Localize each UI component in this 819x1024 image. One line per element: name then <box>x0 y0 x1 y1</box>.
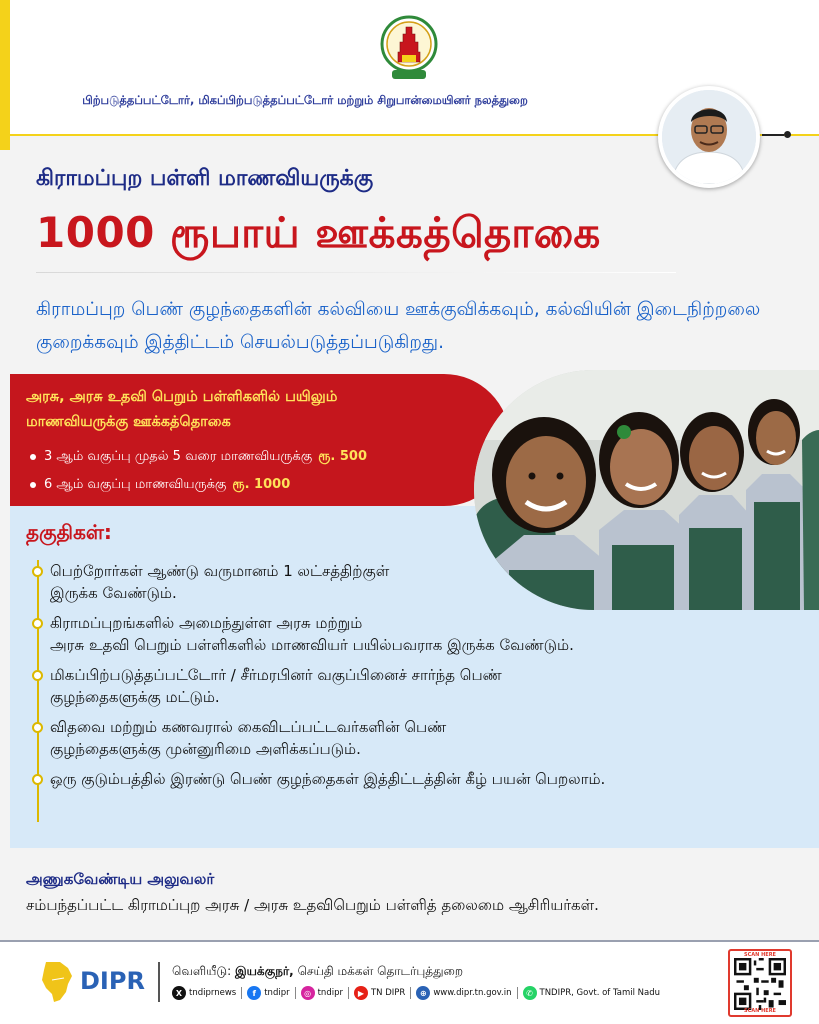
list-item <box>30 768 790 790</box>
scheme-item-text: 3 ஆம் வகுப்பு முதல் 5 வரை மாணவியருக்கு <box>44 449 313 464</box>
eligibility-line: பெற்றோர்கள் ஆண்டு வருமானம் 1 லட்சத்திற்குள் <box>50 562 390 580</box>
department-name: பிற்படுத்தப்பட்டோர், மிகப்பிற்படுத்தப்பட்டோர் மற்றும் சிறுபான்மையினர் நலத்துறை <box>82 93 528 107</box>
scheme-item-amount: ரூ. 500 <box>318 449 368 464</box>
facebook-icon: f <box>247 986 261 1000</box>
qr-code-icon <box>734 958 786 1010</box>
publisher-line <box>172 964 463 980</box>
bullet-icon <box>30 454 36 460</box>
eligibility-title: தகுதிகள்: <box>26 520 112 544</box>
publisher-name: இயக்குநர், <box>234 964 294 978</box>
publisher-label: வெளியீடு: <box>172 964 232 978</box>
eligibility-line: ஒரு குடும்பத்தில் இரண்டு பெண் குழந்தைகள் இத்திட்டத்தின் கீழ் பயன் பெறலாம். <box>50 770 606 788</box>
list-item <box>26 471 367 499</box>
social-link-youtube[interactable]: TN DIPR <box>370 988 406 998</box>
social-link-instagram[interactable]: tndipr <box>317 988 343 998</box>
social-links <box>172 986 660 1000</box>
list-item <box>26 443 367 471</box>
scheme-amount-list <box>26 443 367 499</box>
social-separator <box>348 987 349 999</box>
dipr-logo: DIPR <box>80 967 145 995</box>
x-icon: X <box>172 986 186 1000</box>
eligibility-line: குழந்தைகளுக்கு முன்னுரிமை அளிக்கப்படும். <box>50 740 361 758</box>
eligibility-line: மிகப்பிற்படுத்தப்பட்டோர் / சீர்மரபினர் வகுப்பினைச் சார்ந்த பெண் <box>50 666 502 684</box>
bullet-icon <box>32 722 43 733</box>
youtube-icon: ▶ <box>354 986 368 1000</box>
list-item <box>30 560 790 604</box>
eligibility-line: விதவை மற்றும் கணவரால் கைவிடப்பட்டவர்களின் பெண் <box>50 718 447 736</box>
headline-title: 1000 ரூபாய் ஊக்கத்தொகை <box>36 208 601 257</box>
scheme-title-line1: அரசு, அரசு உதவி பெறும் பள்ளிகளில் பயிலும் <box>26 389 338 405</box>
social-separator <box>410 987 411 999</box>
website-link[interactable]: www.dipr.tn.gov.in <box>433 988 512 998</box>
social-link-x[interactable]: tndiprnews <box>189 988 237 998</box>
scheme-item-amount: ரூ. 1000 <box>232 477 291 492</box>
globe-icon: ⊕ <box>416 986 430 1000</box>
qr-label-bottom: SCAN HERE <box>744 1008 776 1014</box>
bullet-icon <box>32 774 43 785</box>
tamil-nadu-map-icon <box>38 960 78 1004</box>
headline-divider <box>36 272 676 273</box>
decorative-line <box>762 134 784 136</box>
eligibility-line: குழந்தைகளுக்கு மட்டும். <box>50 688 220 706</box>
whatsapp-icon: ✆ <box>523 986 537 1000</box>
qr-code[interactable] <box>728 949 792 1017</box>
publisher-dept: செய்தி மக்கள் தொடர்புத்துறை <box>297 964 464 978</box>
list-item <box>30 664 790 708</box>
social-separator <box>241 987 242 999</box>
contact-title: அணுகவேண்டிய அலுவலர் <box>26 870 215 888</box>
contact-text: சம்பந்தப்பட்ட கிராமப்புற அரசு / அரசு உதவிபெறும் பள்ளித் தலைமை ஆசிரியர்கள். <box>26 896 599 914</box>
social-separator <box>295 987 296 999</box>
decorative-dot <box>784 131 791 138</box>
scheme-title <box>26 385 337 435</box>
tamil-nadu-emblem-icon <box>380 14 438 82</box>
bullet-icon <box>32 566 43 577</box>
headline-subtitle: கிராமப்புற பள்ளி மாணவியருக்கு <box>36 166 374 191</box>
eligibility-line: இருக்க வேண்டும். <box>50 584 177 602</box>
bullet-icon <box>30 482 36 488</box>
intro-paragraph: கிராமப்புற பெண் குழந்தைகளின் கல்வியை ஊக்குவிக்கவும், கல்வியின் இடைநிற்றலை குறைக்கவும் இத்திட்டம் செயல்படுத்தப்படுகிறது. <box>36 299 761 353</box>
scheme-item-text: 6 ஆம் வகுப்பு மாணவியருக்கு <box>44 477 227 492</box>
list-item <box>30 716 790 760</box>
qr-label-top: SCAN HERE <box>744 952 776 958</box>
scheme-title-line2: மாணவியருக்கு ஊக்கத்தொகை <box>26 414 231 430</box>
social-link-whatsapp[interactable]: TNDIPR, Govt. of Tamil Nadu <box>539 988 661 998</box>
list-item <box>30 612 790 656</box>
bullet-icon <box>32 670 43 681</box>
social-separator <box>517 987 518 999</box>
chief-minister-portrait <box>658 86 760 188</box>
social-link-facebook[interactable]: tndipr <box>264 988 290 998</box>
eligibility-list <box>30 560 790 798</box>
bullet-icon <box>32 618 43 629</box>
instagram-icon: ◎ <box>301 986 315 1000</box>
footer-separator <box>158 962 160 1002</box>
eligibility-line: கிராமப்புறங்களில் அமைந்துள்ள அரசு மற்றும் <box>50 614 363 632</box>
eligibility-line: அரசு உதவி பெறும் பள்ளிகளில் மாணவியர் பயில்பவராக இருக்க வேண்டும். <box>50 636 574 654</box>
